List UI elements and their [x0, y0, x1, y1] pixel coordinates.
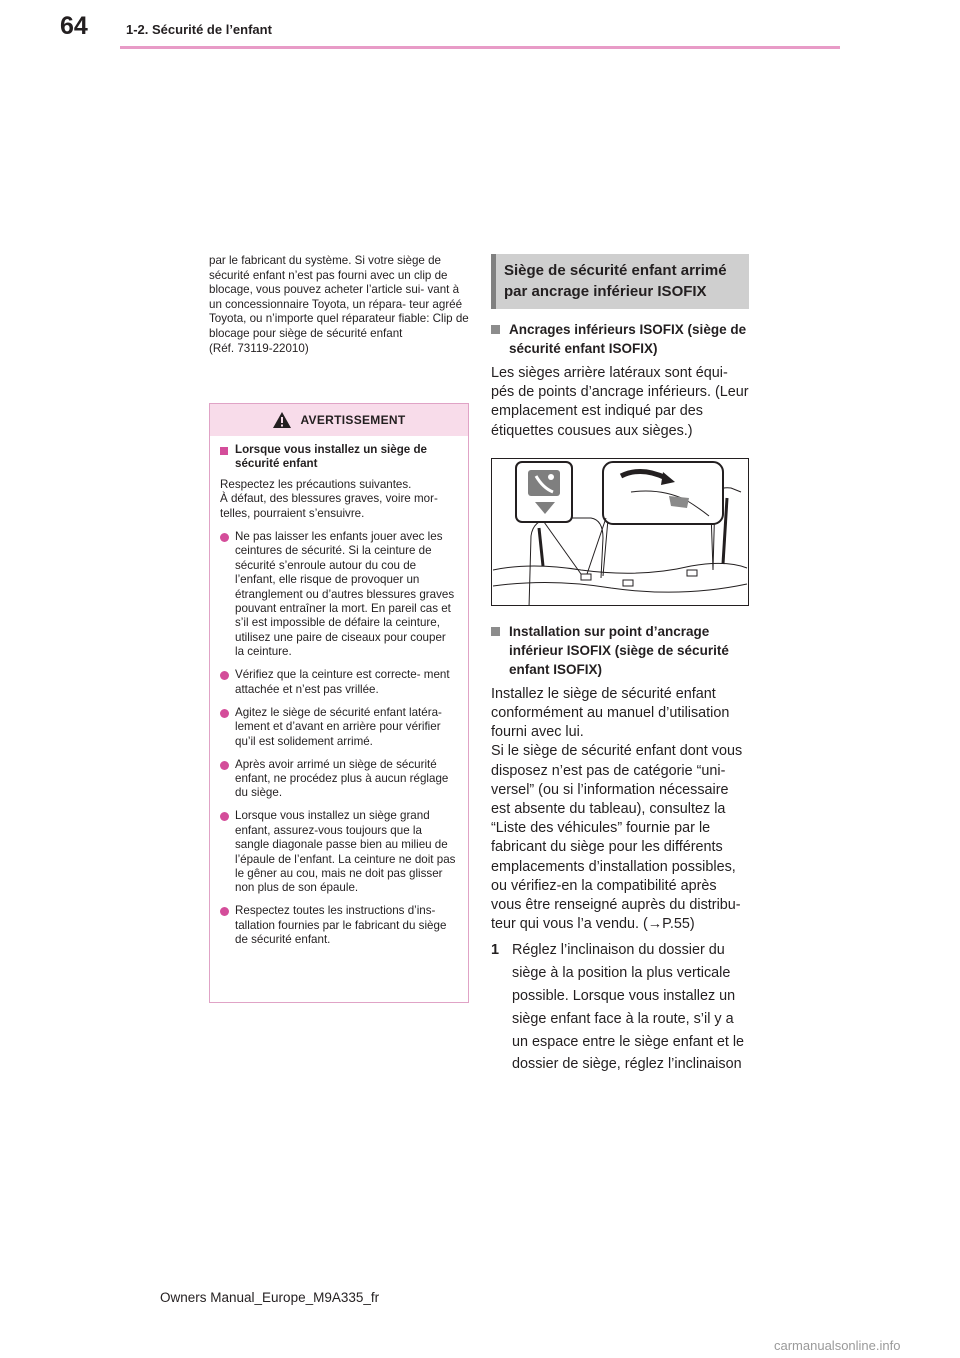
warning-bullet	[220, 758, 457, 801]
anchors-paragraph: Les sièges arrière latéraux sont équi- pés de points d’ancrage inférieurs. (Leur emplacement est indiqué par des étiquettes cousues aux sièges.)	[491, 365, 749, 439]
warning-bullet	[220, 809, 457, 895]
warning-bullet	[220, 530, 457, 660]
step-item	[491, 939, 749, 1076]
section-title: 1-2. Sécurité de l’enfant	[126, 22, 272, 37]
warning-box	[209, 403, 469, 1003]
warning-bullet-text: Ne pas laisser les enfants jouer avec les ceintures de sécurité. Si la ceinture de sécurité s’enroule autour du cou de l’enfant, elle risque de provoquer un étranglement ou d’autres blessures graves pouvant entraîner la mort. En pareil cas et s’il est impossible de défaire la ceinture, utilisez une paire de ciseaux pour couper la ceinture.	[235, 530, 455, 659]
page-number: 64	[60, 12, 88, 40]
subheading-text: Ancrages inférieurs ISOFIX (siège de sécurité enfant ISOFIX)	[509, 322, 747, 356]
left-column	[209, 254, 469, 356]
square-bullet-icon	[491, 627, 500, 636]
footer-text: Owners Manual_Europe_M9A335_fr	[160, 1290, 380, 1305]
circle-bullet-icon	[220, 709, 229, 718]
warning-bullet-text: Après avoir arrimé un siège de sécurité enfant, ne procédez plus à aucun réglage du siège.	[235, 757, 449, 800]
subheading-text: Installation sur point d’ancrage inférieur ISOFIX (siège de sécurité enfant ISOFIX)	[509, 623, 729, 677]
step-number: 1	[491, 942, 500, 959]
warning-title: AVERTISSEMENT	[300, 413, 406, 427]
square-bullet-icon	[220, 447, 228, 455]
warning-subheading	[220, 443, 457, 472]
circle-bullet-icon	[220, 671, 229, 680]
circle-bullet-icon	[220, 907, 229, 916]
right-column	[491, 254, 749, 1076]
warning-header	[210, 404, 468, 436]
subheading-anchors	[491, 320, 749, 358]
square-bullet-icon	[491, 325, 500, 334]
isofix-seat-illustration	[491, 458, 749, 606]
warning-bullet-text: Respectez toutes les instructions d’ins- tallation fournies par le fabricant du siège de sécurité enfant.	[235, 904, 447, 947]
warning-bullet	[220, 904, 457, 947]
warning-bullet-text: Vérifiez que la ceinture est correcte- ment attachée et n’est pas vrillée.	[235, 668, 450, 696]
installation-paragraph: Installez le siège de sécurité enfant conformément au manuel d’utilisation fourni avec lui. Si le siège de sécurité enfant dont vous disposez n’est pas de catégorie “uni- versel” (ou si l’information nécessaire est absente du tableau), consultez la “Liste des véhicules” fournie par le fabricant du siège pour les différents emplacements d’installation possibles, ou vérifiez-en la compatibilité après vous être renseigné auprès du distribu- teur qui vous l’a vendu. (→P.55)	[491, 685, 743, 933]
section-heading: Siège de sécurité enfant arrimé par ancrage inférieur ISOFIX	[491, 254, 749, 309]
warning-bullet	[220, 668, 457, 697]
circle-bullet-icon	[220, 761, 229, 770]
subheading-installation	[491, 622, 749, 679]
circle-bullet-icon	[220, 533, 229, 542]
header-rule	[120, 46, 840, 49]
warning-subheading-text: Lorsque vous installez un siège de sécurité enfant	[235, 443, 427, 471]
warning-bullet-text: Lorsque vous installez un siège grand enfant, assurez-vous toujours que la sangle diagonale passe bien au milieu de l’épaule de l’enfant. La ceinture ne doit pas le gêner au cou, mais ne doit pas glisser non plus de son épaule.	[235, 809, 456, 895]
warning-intro: Respectez les précautions suivantes. À défaut, des blessures graves, voire mor- telles, pourraient s’ensuivre.	[220, 477, 438, 520]
warning-bullet-text: Agitez le siège de sécurité enfant latéra- lement et d’avant en arrière pour vérifier qu’il est solidement arrimé.	[235, 705, 442, 748]
warning-bullet	[220, 706, 457, 749]
watermark: carmanualsonline.info	[774, 1338, 901, 1353]
continued-text: par le fabricant du système. Si votre siège de sécurité enfant n’est pas fourni avec un clip de blocage, vous pouvez acheter l’article sui- vant à un concessionnaire Toyota, un répara- teur agréé Toyota, ou n’importe quel réparateur fiable: Clip de blocage pour siège de sécurité enfant (Réf. 73119-22010)	[209, 254, 469, 355]
warning-body	[210, 436, 468, 948]
isofix-illustration-svg	[491, 458, 749, 606]
warning-triangle-icon	[272, 411, 292, 429]
step-text: Réglez l’inclinaison du dossier du siège à la position la plus verticale possible. Lorsque vous installez un siège enfant face à la route, s’il y a un espace entre le siège enfant et le dossier de siège, réglez l’inclinaison	[512, 942, 745, 1073]
circle-bullet-icon	[220, 812, 229, 821]
